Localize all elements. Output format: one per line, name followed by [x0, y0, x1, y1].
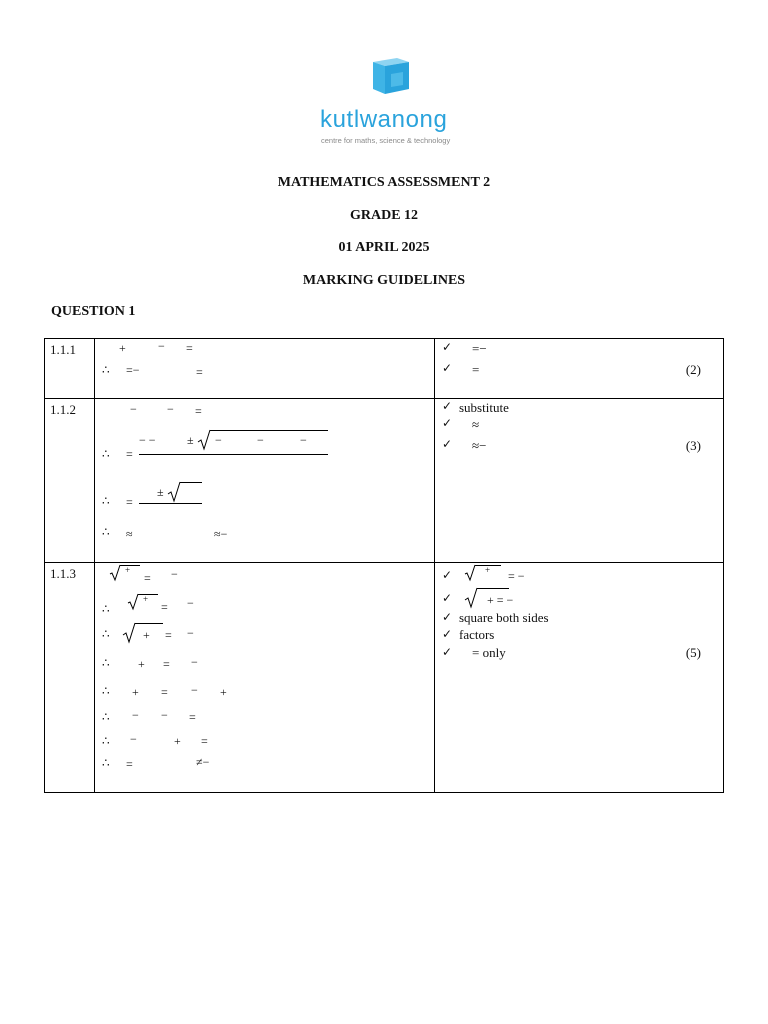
math-operator: − − — [139, 433, 156, 447]
solution-cell — [95, 563, 435, 793]
square-root-sign — [122, 622, 136, 644]
brand-tagline: centre for maths, science & technology — [321, 136, 451, 145]
mark-total: (3) — [685, 438, 701, 453]
table-row — [45, 399, 724, 563]
grade-label: GRADE 12 — [349, 208, 419, 223]
math-operator: − — [300, 433, 307, 447]
math-operator: ± — [157, 485, 164, 499]
math-operator: = — [163, 657, 170, 671]
radical-bar — [477, 588, 509, 589]
math-operator: ≈− — [214, 527, 228, 541]
math-operator: ≠− — [196, 755, 210, 769]
square-root-sign — [464, 564, 476, 582]
marks-cell — [435, 339, 724, 399]
math-operator: − — [132, 708, 139, 722]
math-operator: = — [195, 404, 202, 418]
question-number-cell — [45, 339, 95, 399]
radical-bar — [135, 623, 163, 624]
check-icon: ✓ — [442, 340, 453, 354]
question-number: 1.1.2 — [50, 402, 76, 417]
check-icon: ✓ — [442, 610, 453, 624]
math-operator: + — [143, 628, 150, 642]
mark-criterion: square both sides — [459, 610, 549, 625]
marking-guidelines-title: MARKING GUIDELINES — [302, 273, 466, 288]
therefore-symbol: ∴ — [102, 525, 110, 539]
therefore-symbol: ∴ — [102, 447, 110, 461]
math-operator: = — [144, 571, 151, 585]
math-operator: = — [186, 341, 193, 355]
math-operator: ≈ — [126, 527, 133, 541]
math-operator: + — [174, 734, 181, 748]
math-operator: =− — [126, 363, 140, 377]
check-icon: ✓ — [442, 399, 453, 413]
math-operator: − — [158, 339, 165, 353]
math-operator: = — [126, 757, 133, 771]
therefore-symbol: ∴ — [102, 710, 110, 724]
check-icon: ✓ — [442, 361, 453, 375]
mark-criterion: ≈− — [472, 438, 487, 453]
check-icon: ✓ — [442, 437, 453, 451]
question-number-cell — [45, 563, 95, 793]
math-operator: − — [187, 596, 194, 610]
math-operator: + — [143, 594, 149, 604]
math-operator: − — [130, 402, 137, 416]
math-operator: + — [125, 565, 131, 575]
check-icon: ✓ — [442, 627, 453, 641]
question-number-cell — [45, 399, 95, 563]
math-operator: − — [257, 433, 264, 447]
marks-cell — [435, 563, 724, 793]
mark-criterion: + = − — [487, 593, 514, 607]
therefore-symbol: ∴ — [102, 734, 110, 748]
square-root-sign — [109, 564, 121, 582]
brand-name: kutlwanong — [320, 106, 448, 133]
math-operator: = — [161, 685, 168, 699]
solution-cell — [95, 399, 435, 563]
mark-total: (2) — [685, 362, 701, 377]
math-operator: − — [191, 655, 198, 669]
square-root-sign — [127, 593, 139, 611]
mark-total: (5) — [685, 645, 701, 660]
marks-cell — [435, 399, 724, 563]
table-row — [45, 339, 724, 399]
square-root-sign — [197, 429, 211, 451]
math-operator: = — [161, 600, 168, 614]
check-icon: ✓ — [442, 645, 453, 659]
fraction-bar — [139, 454, 328, 455]
math-operator: + — [220, 685, 227, 699]
question-title: QUESTION 1 — [51, 304, 136, 319]
therefore-symbol: ∴ — [102, 494, 110, 508]
math-operator: − — [187, 626, 194, 640]
check-icon: ✓ — [442, 416, 453, 430]
kutlwanong-logo — [318, 56, 468, 148]
math-operator: = — [165, 628, 172, 642]
mark-criterion: = — [472, 362, 480, 377]
math-operator: − — [215, 433, 222, 447]
therefore-symbol: ∴ — [102, 656, 110, 670]
square-root-sign — [167, 481, 181, 503]
math-operator: = — [126, 447, 133, 461]
math-operator: + — [119, 341, 126, 355]
solution-cell — [95, 339, 435, 399]
math-operator: + — [132, 685, 139, 699]
therefore-symbol: ∴ — [102, 756, 110, 770]
math-operator: − — [171, 567, 178, 581]
cube-icon — [369, 56, 413, 96]
therefore-symbol: ∴ — [102, 627, 110, 641]
math-operator: = — [189, 710, 196, 724]
math-operator: − — [130, 732, 137, 746]
therefore-symbol: ∴ — [102, 602, 110, 616]
math-operator: + — [138, 657, 145, 671]
math-operator: − — [191, 683, 198, 697]
therefore-symbol: ∴ — [102, 363, 110, 377]
check-icon: ✓ — [442, 568, 453, 582]
math-operator: = — [201, 734, 208, 748]
math-operator: ± — [187, 433, 194, 447]
mark-criterion: = − — [508, 569, 525, 583]
mark-criterion: substitute — [459, 400, 509, 415]
mark-criterion: = only — [472, 645, 506, 660]
math-operator: + — [485, 565, 491, 575]
question-number: 1.1.3 — [50, 566, 76, 581]
marking-table — [44, 338, 724, 793]
mark-criterion: ≈ — [472, 417, 480, 432]
math-operator: − — [167, 402, 174, 416]
mark-criterion: =− — [472, 341, 487, 356]
date-label: 01 APRIL 2025 — [338, 240, 430, 255]
table-row — [45, 563, 724, 793]
math-operator: − — [161, 708, 168, 722]
therefore-symbol: ∴ — [102, 684, 110, 698]
math-operator: = — [126, 495, 133, 509]
check-icon: ✓ — [442, 591, 453, 605]
radical-bar — [210, 430, 328, 431]
square-root-sign — [464, 587, 478, 609]
question-number: 1.1.1 — [50, 342, 76, 357]
mark-criterion: factors — [459, 627, 495, 642]
fraction-bar — [139, 503, 202, 504]
math-operator: = — [196, 365, 203, 379]
document-title: MATHEMATICS ASSESSMENT 2 — [277, 175, 491, 190]
radical-bar — [180, 482, 202, 483]
